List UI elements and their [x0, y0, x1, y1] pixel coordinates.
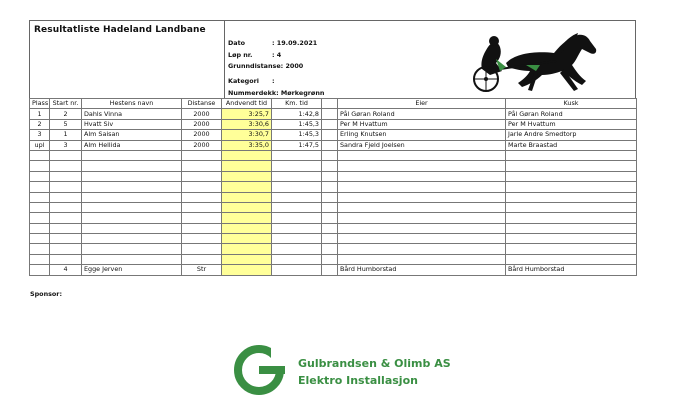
table-cell [338, 182, 506, 192]
table-cell [50, 192, 82, 202]
table-cell [50, 171, 82, 181]
table-row [30, 223, 637, 233]
table-cell [322, 171, 338, 181]
table-cell: 3:30,7 [222, 130, 272, 140]
col-header-km-time: Km. tid [272, 99, 322, 109]
table-cell [506, 171, 637, 181]
table-cell [50, 161, 82, 171]
table-cell [322, 182, 338, 192]
table-cell: 5 [50, 119, 82, 129]
table-cell [322, 140, 338, 150]
table-cell [50, 182, 82, 192]
table-cell: Hvatt Siv [82, 119, 182, 129]
table-cell [30, 171, 50, 181]
meta-race-number: Løp nr. : 4 [228, 51, 282, 59]
table-cell [82, 171, 182, 181]
table-cell [30, 265, 50, 275]
table-cell [82, 254, 182, 264]
col-header-place: Plass [30, 99, 50, 109]
table-cell [506, 202, 637, 212]
table-cell [222, 213, 272, 223]
table-cell [506, 182, 637, 192]
table-cell [182, 254, 222, 264]
table-row [30, 202, 637, 212]
meta-category: Kategori : [228, 77, 275, 85]
table-cell [50, 244, 82, 254]
table-cell [82, 161, 182, 171]
col-header-owner: Eier [338, 99, 506, 109]
table-cell: Alm Saisan [82, 130, 182, 140]
table-cell [182, 171, 222, 181]
table-cell [82, 202, 182, 212]
table-cell: 1:47,5 [272, 140, 322, 150]
table-cell [272, 234, 322, 244]
table-cell [30, 234, 50, 244]
table-cell [182, 182, 222, 192]
table-cell [82, 223, 182, 233]
table-cell [30, 161, 50, 171]
table-cell: 2 [50, 109, 82, 119]
table-cell: 3:35,0 [222, 140, 272, 150]
table-cell [322, 254, 338, 264]
table-cell [338, 202, 506, 212]
table-cell [338, 161, 506, 171]
table-cell: 1:42,8 [272, 109, 322, 119]
table-cell [82, 150, 182, 160]
table-cell [506, 254, 637, 264]
col-header-start-number: Start nr. [50, 99, 82, 109]
table-cell [338, 234, 506, 244]
table-cell [506, 150, 637, 160]
table-cell [322, 192, 338, 202]
table-cell [222, 254, 272, 264]
col-header-used-time: Andvendt tid [222, 99, 272, 109]
table-cell [322, 223, 338, 233]
table-cell: 3:30,6 [222, 119, 272, 129]
table-cell [322, 109, 338, 119]
trotter-horse-icon [466, 29, 602, 99]
table-cell: Erling Knutsen [338, 130, 506, 140]
table-cell [322, 161, 338, 171]
table-cell [222, 150, 272, 160]
table-cell: 1 [30, 109, 50, 119]
col-header-driver: Kusk [506, 99, 637, 109]
logo-line-1: Gulbrandsen & Olimb AS [298, 357, 451, 370]
table-cell: 2000 [182, 119, 222, 129]
table-cell: Egge Jerven [82, 265, 182, 275]
table-cell [338, 244, 506, 254]
table-row [30, 140, 637, 150]
table-cell [30, 150, 50, 160]
table-cell [272, 244, 322, 254]
table-cell: Marte Braastad [506, 140, 637, 150]
table-cell [50, 223, 82, 233]
table-row [30, 192, 637, 202]
table-cell: 2 [30, 119, 50, 129]
table-cell [50, 254, 82, 264]
table-cell [182, 161, 222, 171]
table-cell: Str [182, 265, 222, 275]
table-cell [30, 223, 50, 233]
table-row [30, 161, 637, 171]
table-cell: Bård Humborstad [506, 265, 637, 275]
table-row [30, 234, 637, 244]
table-cell: Bård Humborstad [338, 265, 506, 275]
table-cell [182, 150, 222, 160]
table-cell: 2000 [182, 109, 222, 119]
table-cell: Alm Hellida [82, 140, 182, 150]
meta-date: Dato : 19.09.2021 [228, 39, 318, 47]
table-row [30, 150, 637, 160]
table-cell: upl [30, 140, 50, 150]
table-row [30, 244, 637, 254]
table-cell [322, 213, 338, 223]
company-logo-icon [233, 344, 285, 396]
table-cell [50, 234, 82, 244]
table-row [30, 130, 637, 140]
table-cell [182, 192, 222, 202]
table-cell: Sandra Fjeld Joelsen [338, 140, 506, 150]
table-cell: 1:45,3 [272, 130, 322, 140]
table-cell [338, 223, 506, 233]
table-cell [222, 161, 272, 171]
table-cell [222, 223, 272, 233]
table-header-row [30, 99, 637, 109]
logo-line-2: Elektro Installasjon [298, 374, 418, 387]
table-cell [338, 192, 506, 202]
table-cell: Jarle Andre Smedtorp [506, 130, 637, 140]
table-cell [272, 182, 322, 192]
table-cell: Pål Gøran Roland [506, 109, 637, 119]
table-cell [30, 182, 50, 192]
table-cell: 1 [50, 130, 82, 140]
table-row [30, 182, 637, 192]
table-cell [50, 213, 82, 223]
table-cell [30, 254, 50, 264]
table-cell [272, 161, 322, 171]
table-cell [30, 202, 50, 212]
table-row [30, 254, 637, 264]
table-cell [222, 171, 272, 181]
table-cell [222, 265, 272, 275]
table-cell [506, 234, 637, 244]
table-cell [322, 119, 338, 129]
table-cell [182, 213, 222, 223]
table-cell [272, 254, 322, 264]
table-cell [338, 213, 506, 223]
sponsor-label: Sponsor: [30, 290, 63, 298]
table-cell [338, 150, 506, 160]
table-cell [30, 244, 50, 254]
table-cell [338, 171, 506, 181]
table-cell [322, 130, 338, 140]
company-logo-text [298, 355, 451, 389]
table-cell [82, 213, 182, 223]
table-row [30, 213, 637, 223]
table-cell [272, 223, 322, 233]
table-cell: Pål Gøran Roland [338, 109, 506, 119]
table-cell [222, 202, 272, 212]
table-cell [182, 223, 222, 233]
table-cell: 2000 [182, 130, 222, 140]
table-cell [322, 150, 338, 160]
table-cell [322, 244, 338, 254]
table-cell [322, 202, 338, 212]
table-cell [82, 182, 182, 192]
col-header-distance: Distanse [182, 99, 222, 109]
table-cell [272, 202, 322, 212]
results-table [29, 98, 637, 276]
table-cell [30, 192, 50, 202]
table-cell: 1:45,3 [272, 119, 322, 129]
table-cell [506, 192, 637, 202]
col-header-spacer [322, 99, 338, 109]
table-cell [506, 161, 637, 171]
sheet-header [29, 20, 636, 98]
table-cell [272, 150, 322, 160]
table-cell [506, 223, 637, 233]
table-cell [272, 265, 322, 275]
table-cell [272, 171, 322, 181]
result-sheet [29, 20, 636, 278]
table-cell [50, 150, 82, 160]
table-cell [182, 202, 222, 212]
table-cell: 4 [50, 265, 82, 275]
table-row [30, 109, 637, 119]
table-cell [82, 192, 182, 202]
table-cell [322, 265, 338, 275]
table-cell [222, 234, 272, 244]
table-cell [222, 192, 272, 202]
table-cell [506, 213, 637, 223]
table-cell [182, 244, 222, 254]
table-cell [506, 244, 637, 254]
table-cell: 3:25,7 [222, 109, 272, 119]
table-cell: Per M Hvattum [338, 119, 506, 129]
table-cell [82, 244, 182, 254]
table-cell [222, 244, 272, 254]
table-cell [222, 182, 272, 192]
table-cell [30, 213, 50, 223]
table-cell: Dahls Vinna [82, 109, 182, 119]
meta-base-distance: Grunndistanse: 2000 [228, 62, 304, 70]
table-cell: 2000 [182, 140, 222, 150]
table-cell [82, 234, 182, 244]
title-divider [224, 21, 225, 99]
table-cell [338, 254, 506, 264]
meta-number-cloth: Nummerdekk: Mørkegrønn [228, 89, 325, 97]
table-cell [322, 234, 338, 244]
sheet-title: Resultatliste Hadeland Landbane [34, 25, 206, 35]
table-cell: 3 [30, 130, 50, 140]
table-cell [50, 202, 82, 212]
table-row [30, 171, 637, 181]
table-cell: 3 [50, 140, 82, 150]
table-row [30, 265, 637, 275]
table-cell [182, 234, 222, 244]
table-cell [272, 192, 322, 202]
table-cell: Per M Hvattum [506, 119, 637, 129]
table-cell [272, 213, 322, 223]
col-header-horse-name: Hestens navn [82, 99, 182, 109]
table-row [30, 119, 637, 129]
